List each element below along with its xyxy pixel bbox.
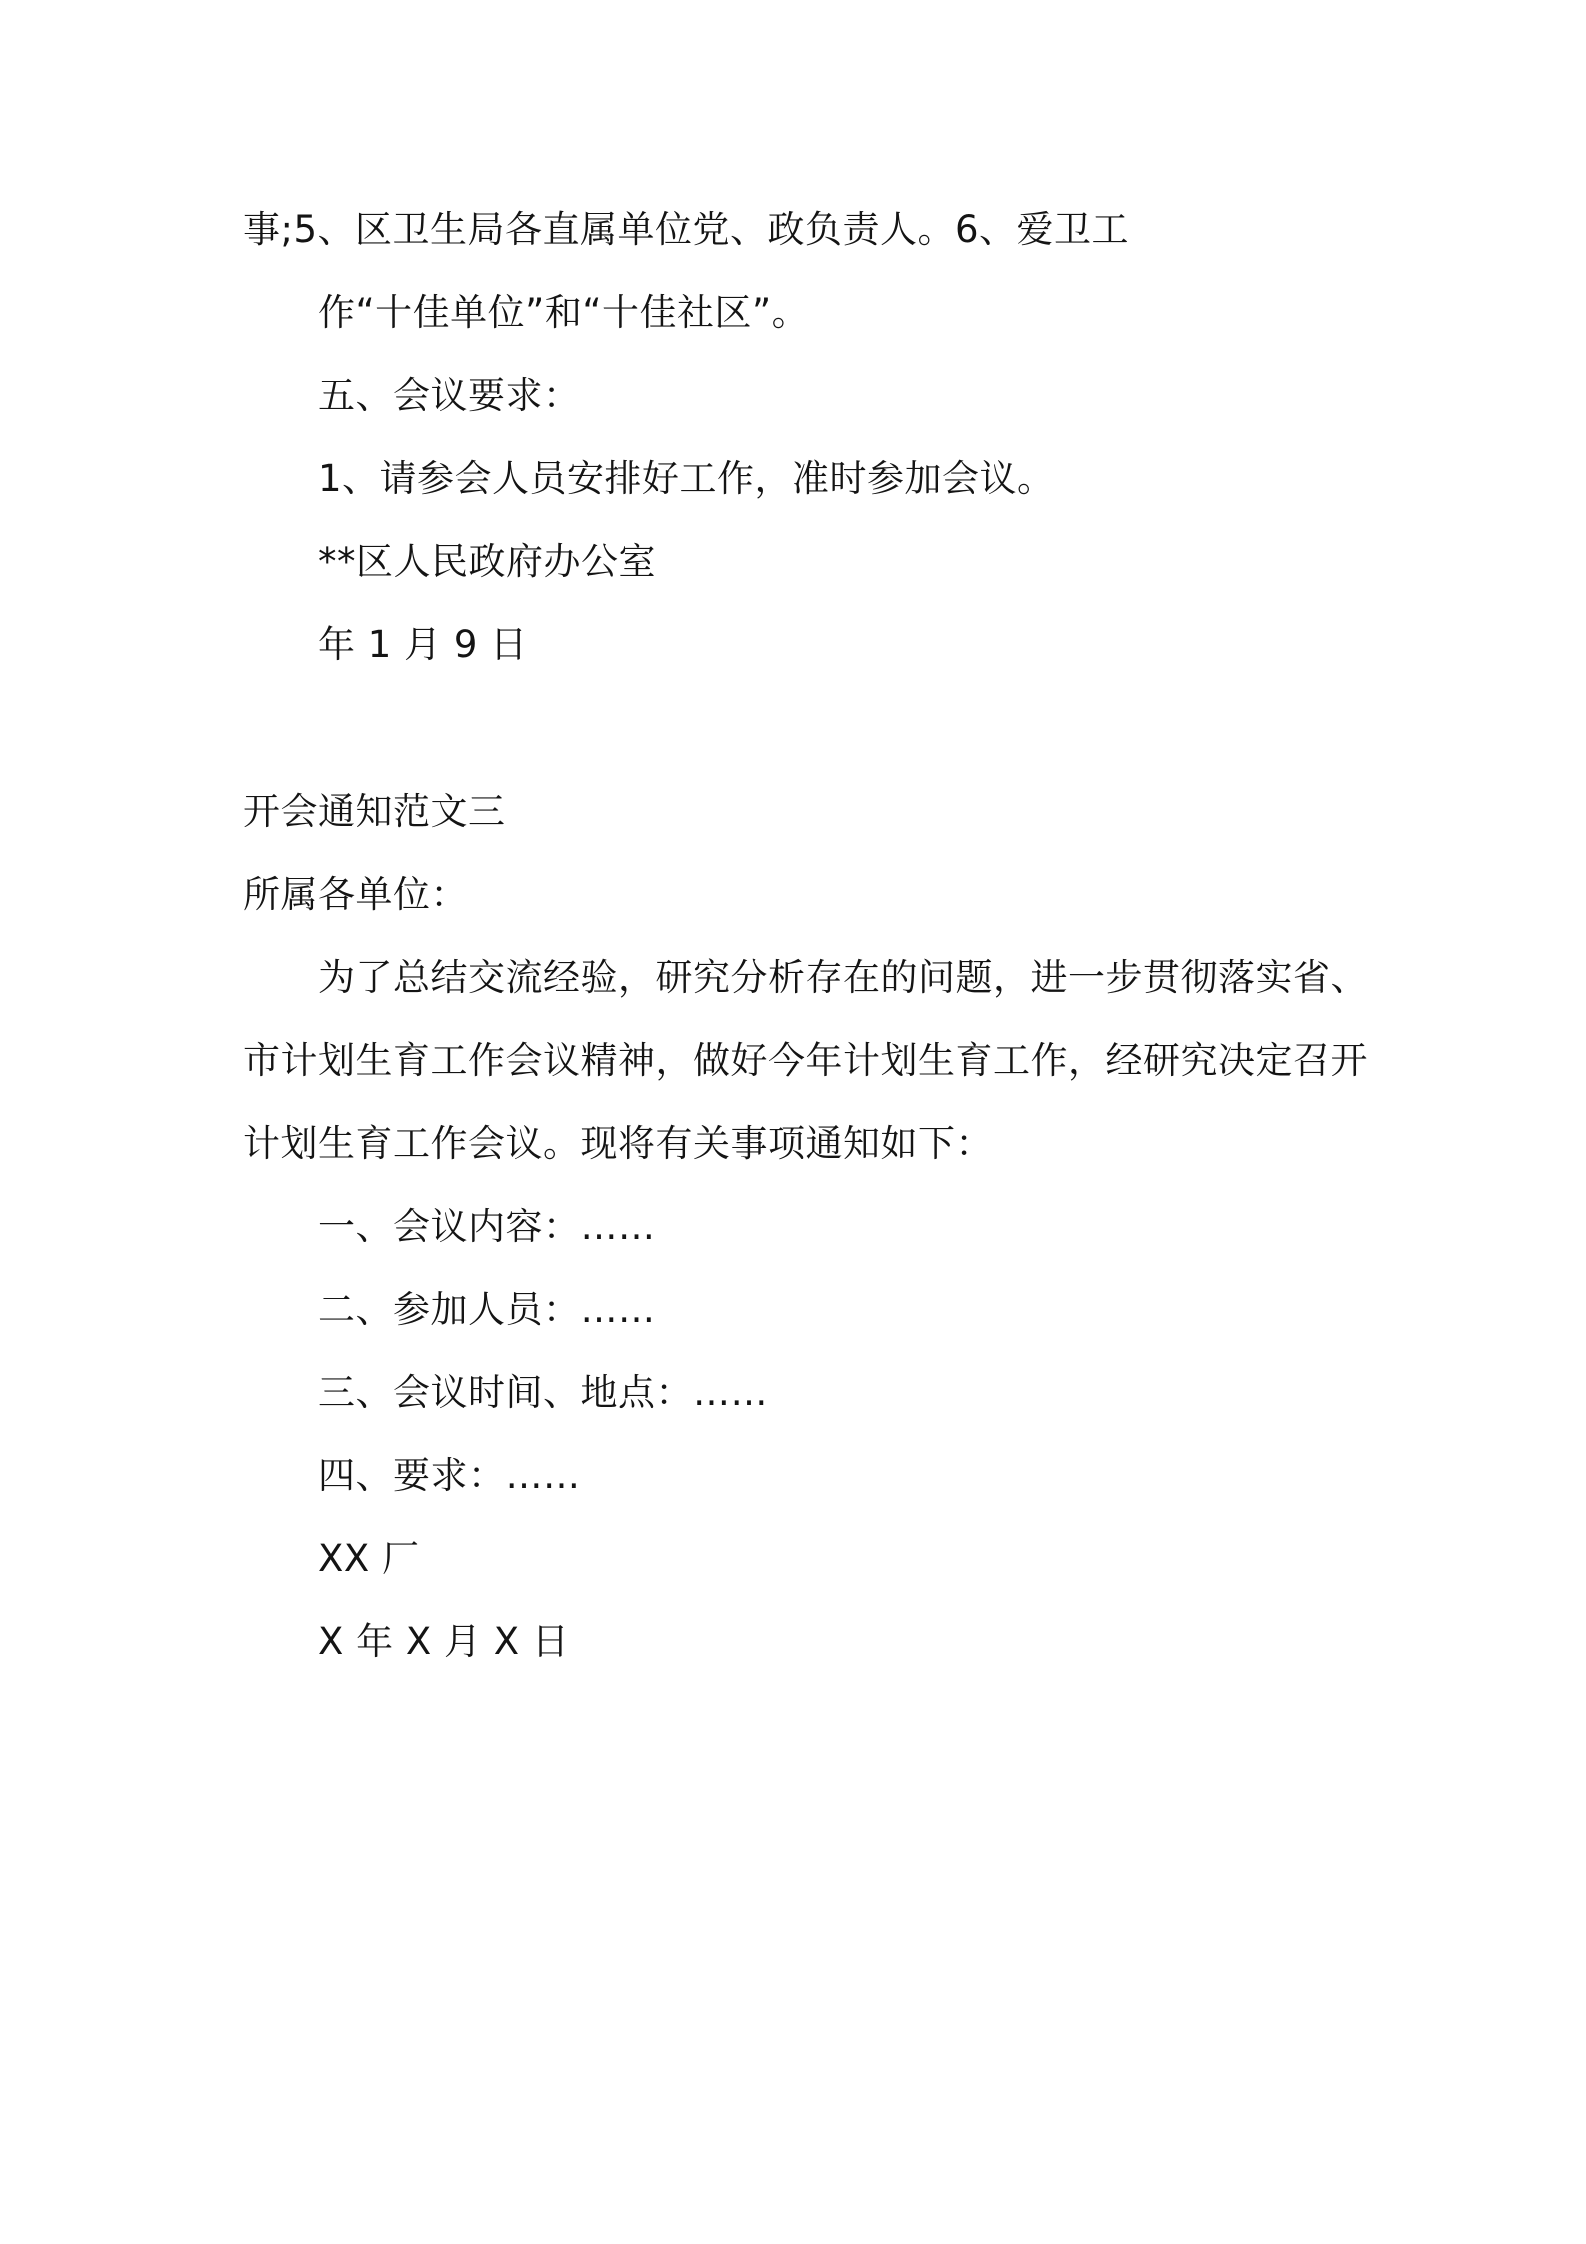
- issuer-name: XX 厂: [318, 1537, 420, 1580]
- issue-date: X 年 X 月 X 日: [318, 1620, 570, 1663]
- salutation: 所属各单位：: [243, 873, 468, 916]
- list-item: 二、参加人员：……: [318, 1288, 656, 1331]
- issue-date: 年 1 月 9 日: [318, 623, 528, 666]
- requirement-item: 1、请参会人员安排好工作，准时参加会议。: [318, 457, 1055, 500]
- requirements-heading: 五、会议要求：: [318, 374, 581, 417]
- list-item: 一、会议内容：……: [318, 1205, 656, 1248]
- body-paragraph-line: 为了总结交流经验，研究分析存在的问题，进一步贯彻落实省、: [318, 956, 1368, 999]
- section-title: 开会通知范文三: [243, 790, 506, 833]
- continued-attendee-line: 事;5、区卫生局各直属单位党、政负责人。6、爱卫工: [243, 208, 1130, 251]
- body-paragraph-line: 市计划生育工作会议精神，做好今年计划生育工作，经研究决定召开: [243, 1039, 1368, 1082]
- continued-attendee-line-end: 作“十佳单位”和“十佳社区”。: [318, 291, 810, 334]
- issuer-name: **区人民政府办公室: [318, 540, 656, 583]
- body-paragraph-line: 计划生育工作会议。现将有关事项通知如下：: [243, 1122, 993, 1165]
- list-item: 三、会议时间、地点：……: [318, 1371, 768, 1414]
- list-item: 四、要求：……: [318, 1454, 581, 1497]
